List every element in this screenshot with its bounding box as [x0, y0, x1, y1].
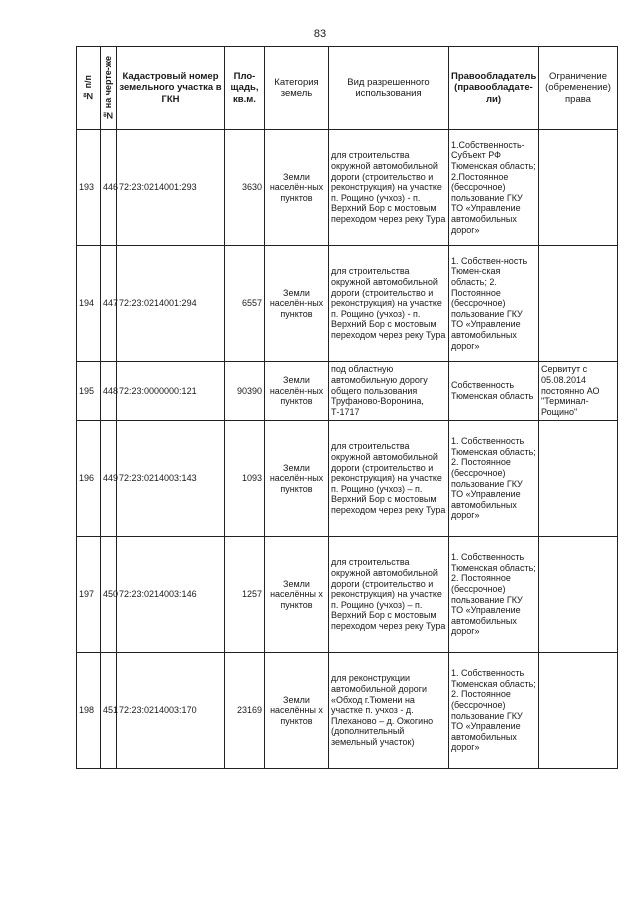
cell-num: 196: [77, 421, 101, 537]
cell-restriction: [539, 537, 618, 653]
cell-category: Земли населённы х пунктов: [265, 537, 329, 653]
cell-cadastral: 72:23:0214003:143: [117, 421, 225, 537]
cell-category: Земли населённы х пунктов: [265, 653, 329, 769]
cell-num: 197: [77, 537, 101, 653]
cell-area: 3630: [225, 130, 265, 246]
cell-map: 451: [101, 653, 117, 769]
table-row: [77, 537, 618, 653]
cell-category: Земли населён-ных пунктов: [265, 246, 329, 362]
header-category: Категория земель: [265, 47, 329, 130]
cell-restriction: [539, 653, 618, 769]
table-row: [77, 246, 618, 362]
cell-cadastral: 72:23:0214003:170: [117, 653, 225, 769]
cell-area: 1257: [225, 537, 265, 653]
cell-map: 450: [101, 537, 117, 653]
cell-restriction: [539, 246, 618, 362]
cell-use: для строительства окружной автомобильной дороги (строительство и реконструкция) на участке п. Рощино (учхоз) - п. Верхний Бор с мостовым переходом через реку Тура: [329, 130, 449, 246]
table-row: [77, 653, 618, 769]
cell-num: 195: [77, 362, 101, 421]
cell-holder: Собственность Тюменская область: [449, 362, 539, 421]
cell-area: 1093: [225, 421, 265, 537]
header-holder: Правообладатель (правообладате-ли): [449, 47, 539, 130]
header-map-num: № на черте-же: [101, 47, 117, 130]
land-plot-table: [76, 46, 618, 769]
header-use: Вид разрешенного использования: [329, 47, 449, 130]
table-row: [77, 130, 618, 246]
cell-cadastral: 72:23:0214003:146: [117, 537, 225, 653]
cell-use: под областную автомобильную дорогу общего пользования Труфаново-Воронина, Т-1717: [329, 362, 449, 421]
cell-category: Земли населён-ных пунктов: [265, 421, 329, 537]
table-header-row: [77, 47, 618, 130]
cell-num: 193: [77, 130, 101, 246]
cell-area: 90390: [225, 362, 265, 421]
header-cadastral: Кадастровый номер земельного участка в ГКН: [117, 47, 225, 130]
cell-cadastral: 72:23:0000000:121: [117, 362, 225, 421]
cell-category: Земли населён-ных пунктов: [265, 130, 329, 246]
header-restriction: Ограничение (обременение) права: [539, 47, 618, 130]
cell-num: 198: [77, 653, 101, 769]
cell-cadastral: 72:23:0214001:294: [117, 246, 225, 362]
cell-map: 449: [101, 421, 117, 537]
table-row: [77, 421, 618, 537]
cell-area: 6557: [225, 246, 265, 362]
cell-use: для строительства окружной автомобильной дороги (строительство и реконструкция) на участке п. Рощино (учхоз) - п. Верхний Бор с мостовым переходом через реку Тура: [329, 246, 449, 362]
cell-holder: 1. Собственность Тюменская область; 2. Постоянное (бессрочное) пользование ГКУ ТО «Управление автомобильных дорог»: [449, 653, 539, 769]
cell-map: 447: [101, 246, 117, 362]
cell-restriction: [539, 421, 618, 537]
cell-holder: 1.Собственность-Субъект РФ Тюменская область; 2.Постоянное (бессрочное) пользование ГКУ ТО «Управление автомобильных дорог»: [449, 130, 539, 246]
cell-map: 448: [101, 362, 117, 421]
cell-restriction: [539, 130, 618, 246]
header-area: Пло-щадь, кв.м.: [225, 47, 265, 130]
header-num: № п/п: [77, 47, 101, 130]
cell-num: 194: [77, 246, 101, 362]
cell-map: 446: [101, 130, 117, 246]
cell-use: для строительства окружной автомобильной дороги (строительство и реконструкция) на участке п. Рощино (учхоз) – п. Верхний Бор с мостовым переходом через реку Тура: [329, 537, 449, 653]
cell-use: для реконструкции автомобильной дороги «Обход г.Тюмени на участке п. учхоз - д. Плеханово – д. Ожогино (дополнительный земельный участок): [329, 653, 449, 769]
cell-area: 23169: [225, 653, 265, 769]
page-number: 83: [313, 28, 327, 40]
cell-cadastral: 72:23:0214001:293: [117, 130, 225, 246]
table-row: [77, 362, 618, 421]
cell-category: Земли населён-ных пунктов: [265, 362, 329, 421]
cell-use: для строительства окружной автомобильной дороги (строительство и реконструкция) на участке п. Рощино (учхоз) – п. Верхний Бор с мостовым переходом через реку Тура: [329, 421, 449, 537]
cell-restriction: Сервитут с 05.08.2014 постоянно АО "Терминал-Рощино": [539, 362, 618, 421]
cell-holder: 1. Собствен-ность Тюмен-ская область; 2. Постоянное (бессрочное) пользование ГКУ ТО «Управление автомобильных дорог»: [449, 246, 539, 362]
cell-holder: 1. Собственность Тюменская область; 2. Постоянное (бессрочное) пользование ГКУ ТО «Управление автомобильных дорог»: [449, 537, 539, 653]
cell-holder: 1. Собственность Тюменская область; 2. Постоянное (бессрочное) пользование ГКУ ТО «Управление автомобильных дорог»: [449, 421, 539, 537]
